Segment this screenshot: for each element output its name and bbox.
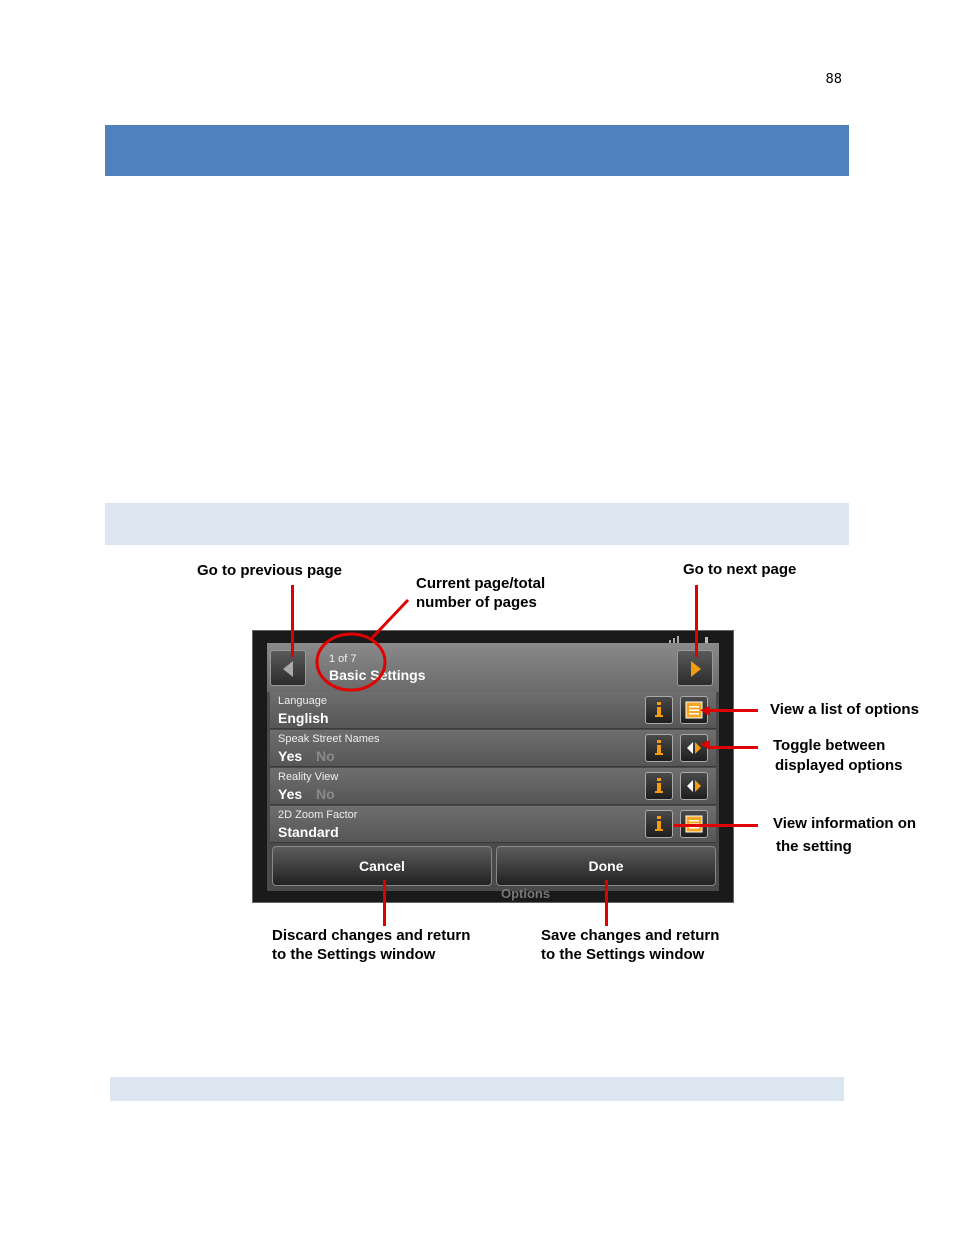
callout-done-1: Save changes and return bbox=[541, 927, 720, 944]
setting-label: Speak Street Names bbox=[278, 733, 380, 745]
callout-prev-page: Go to previous page bbox=[197, 562, 343, 579]
arrowhead-icon bbox=[700, 740, 710, 750]
setting-value: Yes bbox=[278, 748, 303, 764]
callout-toggle-1: Toggle between bbox=[773, 737, 886, 754]
setting-label: Reality View bbox=[278, 771, 339, 783]
callout-page-count-2: number of pages bbox=[416, 594, 537, 611]
callout-toggle-2: displayed options bbox=[775, 757, 903, 774]
setting-value: English bbox=[278, 710, 329, 726]
done-button[interactable]: Done bbox=[496, 846, 716, 886]
settings-page-title: Basic Settings bbox=[329, 667, 426, 683]
callout-cancel-2: to the Settings window bbox=[272, 946, 436, 963]
callout-info-2: the setting bbox=[776, 838, 852, 855]
setting-value: Yes bbox=[278, 786, 303, 802]
setting-label: Language bbox=[278, 695, 327, 707]
callout-list-options: View a list of options bbox=[770, 701, 919, 718]
arrowhead-icon bbox=[700, 706, 710, 716]
callout-cancel-1: Discard changes and return bbox=[272, 927, 471, 944]
callout-info-1: View information on bbox=[773, 815, 917, 832]
callout-page-count-1: Current page/total bbox=[416, 575, 546, 592]
page-count-circle bbox=[317, 634, 385, 690]
setting-value: Standard bbox=[278, 824, 339, 840]
cancel-button[interactable]: Cancel bbox=[272, 846, 492, 886]
setting-alt-value: No bbox=[316, 786, 335, 802]
background-options-label: Options bbox=[501, 886, 551, 901]
setting-alt-value: No bbox=[316, 748, 335, 764]
page-number: 88 bbox=[825, 72, 842, 87]
setting-label: 2D Zoom Factor bbox=[278, 809, 358, 821]
callout-done-2: to the Settings window bbox=[541, 946, 705, 963]
callout-next-page: Go to next page bbox=[683, 561, 797, 578]
page-count: 1 of 7 bbox=[329, 653, 357, 665]
annotation-line-page-count bbox=[372, 600, 408, 638]
